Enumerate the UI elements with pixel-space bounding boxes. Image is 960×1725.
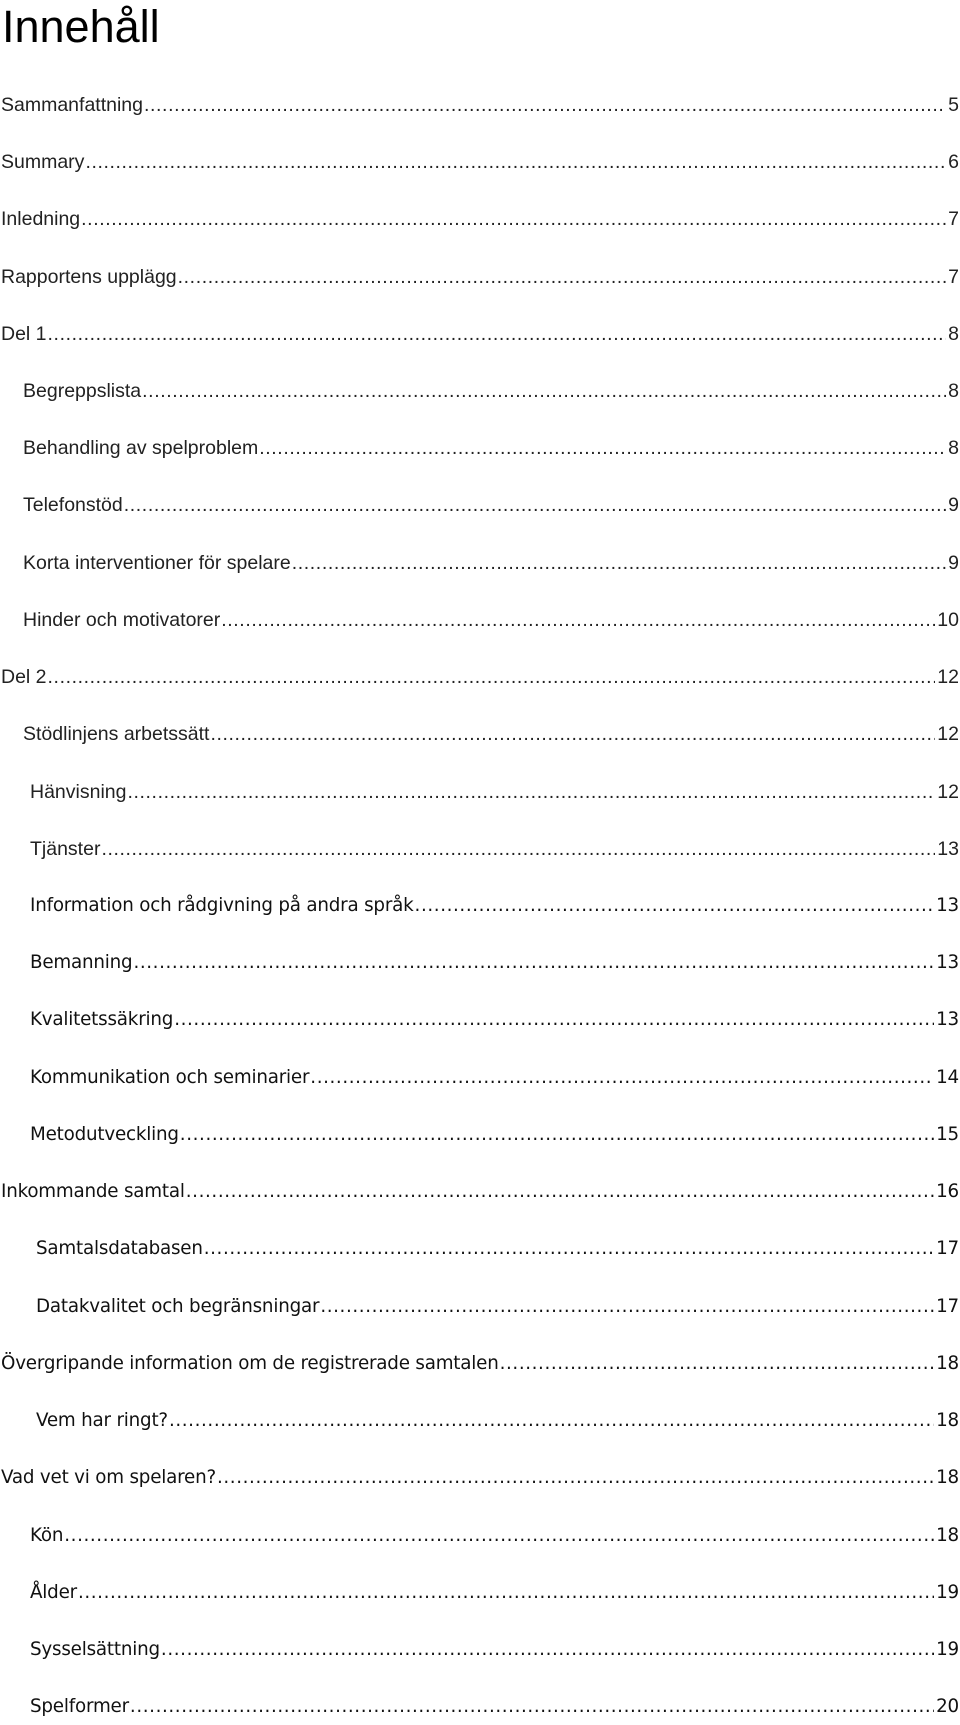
toc-entry[interactable]	[1, 1177, 959, 1207]
toc-entry-title: Bemanning	[30, 952, 133, 973]
toc-page-number: 8	[948, 323, 959, 345]
toc-entry-title: Hinder och motivatorer	[23, 609, 221, 631]
toc-page-number: 13	[937, 838, 959, 860]
toc-entry[interactable]	[30, 777, 959, 807]
toc-dot-leader	[64, 1521, 934, 1551]
toc-dot-leader	[130, 1692, 934, 1722]
toc-entry-title: Vem har ringt?	[36, 1410, 168, 1431]
toc-dot-leader	[178, 262, 947, 292]
toc-dot-leader	[217, 1463, 934, 1493]
toc-entry[interactable]	[23, 490, 959, 520]
toc-dot-leader	[169, 1406, 934, 1436]
toc-entry-title: Del 2	[1, 666, 47, 688]
toc-entry-title: Information och rådgivning på andra språk	[30, 895, 414, 916]
toc-entry[interactable]	[30, 1063, 959, 1093]
toc-page-number: 7	[948, 208, 959, 230]
toc-dot-leader	[320, 1292, 934, 1322]
toc-dot-leader	[133, 948, 934, 978]
toc-entry-title: Kön	[30, 1525, 64, 1546]
toc-dot-leader	[142, 376, 946, 406]
toc-page-number: 13	[936, 952, 959, 973]
toc-entry-title: Kommunikation och seminarier	[30, 1067, 310, 1088]
toc-entry-title: Stödlinjens arbetssätt	[23, 723, 210, 745]
toc-page-number: 9	[948, 552, 959, 574]
toc-page-number: 10	[937, 609, 959, 631]
toc-dot-leader	[174, 1005, 934, 1035]
toc-entry[interactable]	[36, 1292, 959, 1322]
toc-entry-title: Metodutveckling	[30, 1124, 179, 1145]
toc-entry-title: Rapportens upplägg	[1, 266, 177, 288]
toc-page-number: 19	[936, 1582, 959, 1603]
toc-entry[interactable]	[1, 1463, 959, 1493]
toc-dot-leader	[259, 433, 946, 463]
toc-page-number: 18	[936, 1467, 959, 1488]
toc-dot-leader	[101, 834, 935, 864]
toc-dot-leader	[124, 490, 946, 520]
toc-dot-leader	[144, 90, 946, 120]
toc-dot-leader	[48, 662, 936, 692]
toc-page-number: 14	[936, 1067, 959, 1088]
toc-page-number: 5	[948, 94, 959, 116]
toc-entry[interactable]	[23, 433, 959, 463]
toc-dot-leader	[78, 1578, 934, 1608]
toc-entry-title: Sammanfattning	[1, 94, 143, 116]
toc-entry[interactable]	[1, 1349, 959, 1379]
toc-entry[interactable]	[30, 834, 959, 864]
toc-entry-title: Inkommande samtal	[1, 1181, 185, 1202]
toc-dot-leader	[127, 777, 935, 807]
toc-entry-title: Spelformer	[30, 1696, 129, 1717]
toc-dot-leader	[310, 1063, 934, 1093]
toc-dot-leader	[48, 319, 947, 349]
toc-dot-leader	[292, 548, 946, 578]
toc-page-number: 12	[937, 666, 959, 688]
toc-dot-leader	[221, 605, 935, 635]
toc-dot-leader	[186, 1177, 934, 1207]
page-title: Innehåll	[2, 1, 160, 52]
toc-entry-title: Övergripande information om de registrerade samtalen	[1, 1353, 499, 1374]
toc-entry[interactable]	[23, 719, 959, 749]
toc-entry-title: Vad vet vi om spelaren?	[1, 1467, 216, 1488]
toc-entry-title: Tjänster	[30, 838, 101, 860]
toc-page-number: 13	[936, 895, 959, 916]
toc-entry[interactable]	[23, 605, 959, 635]
toc-page-number: 17	[936, 1238, 959, 1259]
toc-entry-title: Datakvalitet och begränsningar	[36, 1296, 320, 1317]
toc-page-number: 17	[936, 1296, 959, 1317]
toc-entry[interactable]	[1, 662, 959, 692]
toc-dot-leader	[204, 1234, 934, 1264]
toc-entry-title: Inledning	[1, 208, 81, 230]
toc-dot-leader	[85, 147, 946, 177]
toc-page-number: 19	[936, 1639, 959, 1660]
toc-dot-leader	[415, 891, 935, 921]
toc-dot-leader	[161, 1635, 934, 1665]
toc-entry[interactable]	[30, 948, 959, 978]
toc-entry-title: Summary	[1, 151, 85, 173]
toc-page-number: 15	[936, 1124, 959, 1145]
toc-page-number: 18	[936, 1410, 959, 1431]
toc-entry-title: Del 1	[1, 323, 47, 345]
toc-entry[interactable]	[23, 376, 959, 406]
toc-entry-title: Kvalitetssäkring	[30, 1009, 174, 1030]
toc-entry[interactable]	[30, 1692, 959, 1722]
toc-entry[interactable]	[1, 319, 959, 349]
toc-page-number: 20	[936, 1696, 959, 1717]
toc-entry[interactable]	[1, 90, 959, 120]
toc-entry[interactable]	[30, 1521, 959, 1551]
toc-entry-title: Behandling av spelproblem	[23, 437, 259, 459]
toc-page-number: 16	[936, 1181, 959, 1202]
toc-page-number: 6	[948, 151, 959, 173]
toc-page-number: 18	[936, 1353, 959, 1374]
toc-entry[interactable]	[1, 262, 959, 292]
toc-page-number: 9	[948, 494, 959, 516]
toc-page-number: 13	[936, 1009, 959, 1030]
toc-entry-title: Sysselsättning	[30, 1639, 160, 1660]
toc-dot-leader	[210, 719, 935, 749]
toc-page-number: 7	[948, 266, 959, 288]
toc-entry[interactable]	[23, 548, 959, 578]
toc-page-number: 12	[937, 723, 959, 745]
toc-entry-title: Ålder	[30, 1582, 77, 1603]
toc-entry[interactable]	[1, 147, 959, 177]
toc-page-number: 8	[948, 380, 959, 402]
toc-entry[interactable]	[30, 1578, 959, 1608]
toc-entry[interactable]	[30, 891, 959, 921]
toc-entry[interactable]	[30, 1120, 959, 1150]
toc-dot-leader	[81, 204, 946, 234]
toc-entry-title: Begreppslista	[23, 380, 142, 402]
toc-entry-title: Hänvisning	[30, 781, 127, 803]
toc-dot-leader	[180, 1120, 934, 1150]
toc-entry[interactable]	[1, 204, 959, 234]
toc-dot-leader	[500, 1349, 935, 1379]
toc-entry-title: Telefonstöd	[23, 494, 123, 516]
toc-entry[interactable]	[30, 1635, 959, 1665]
toc-entry[interactable]	[36, 1234, 959, 1264]
toc-page-number: 12	[937, 781, 959, 803]
toc-page-number: 18	[936, 1525, 959, 1546]
toc-entry-title: Korta interventioner för spelare	[23, 552, 291, 574]
toc-entry[interactable]	[36, 1406, 959, 1436]
toc-entry[interactable]	[30, 1005, 959, 1035]
toc-entry-title: Samtalsdatabasen	[36, 1238, 203, 1259]
toc-page-number: 8	[948, 437, 959, 459]
